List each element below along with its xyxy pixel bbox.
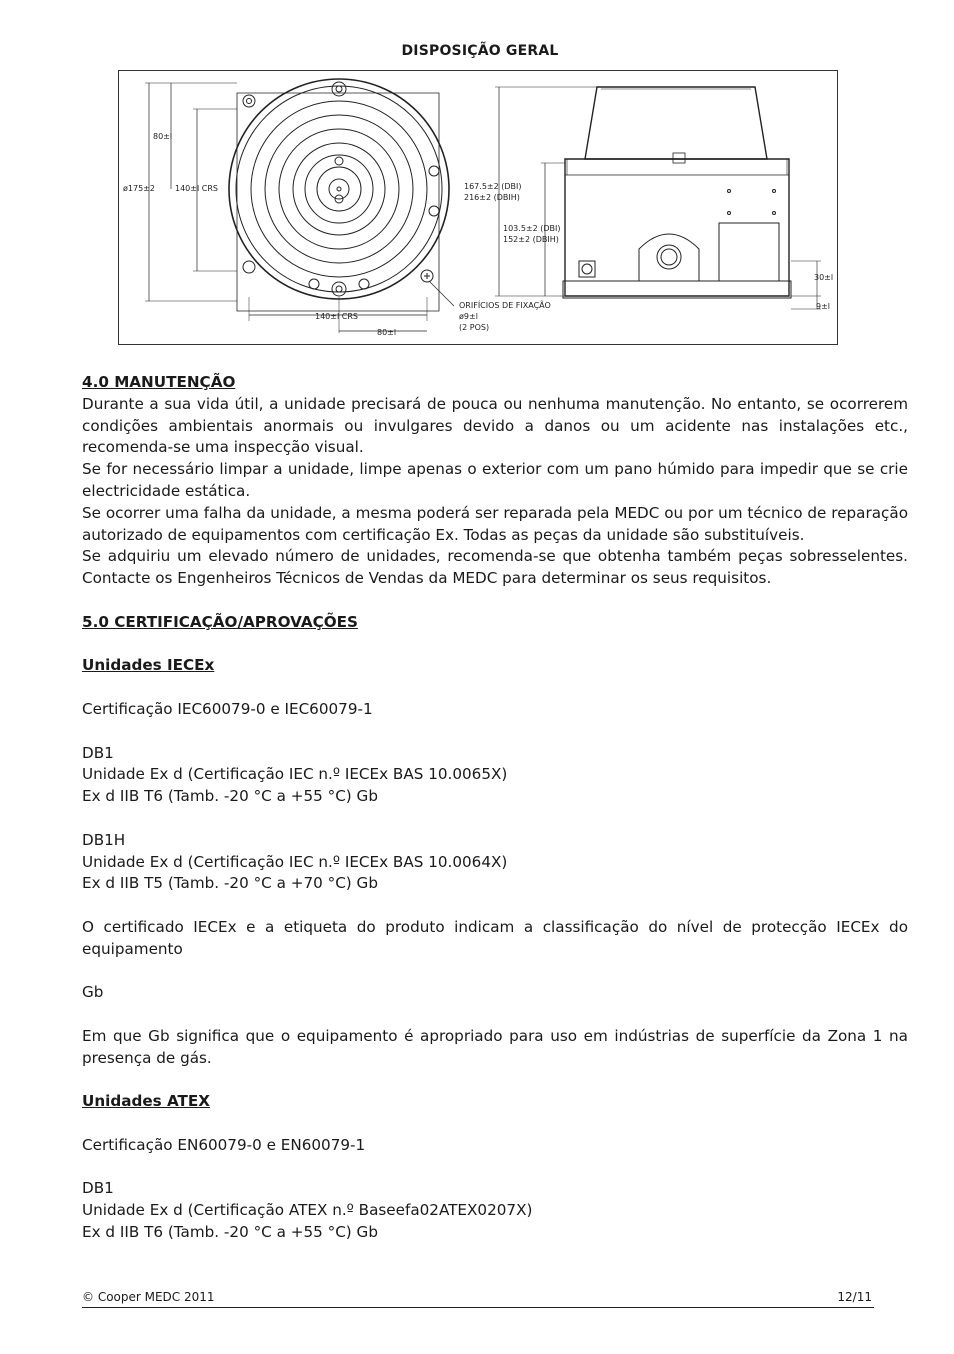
atex-db1-line-2: Ex d IIB T6 (Tamb. -20 °C a +55 °C) Gb	[82, 1223, 378, 1242]
iecex-note: O certificado IECEx e a etiqueta do produto indicam a classificação do nível de protecção IECEx do equipamento	[82, 917, 908, 958]
maintenance-paragraph-4: Se adquiriu um elevado número de unidades, recomenda-se que obtenha também peças sobresselentes. Contacte os Engenheiros Técnicos de Vendas da MEDC para determinar os seus requisitos.	[82, 547, 908, 588]
dim-label-crs-vertical: 140±l CRS	[175, 184, 218, 193]
technical-drawing-svg	[119, 71, 837, 344]
main-content	[82, 372, 908, 1244]
maintenance-paragraph-3: Se ocorrer uma falha da unidade, a mesma poderá ser reparada pela MEDC ou por um técnico de reparação autorizado de equipamentos com certificação Ex. Todas as peças da unidade são substituíveis.	[82, 503, 908, 544]
iecex-db1-name: DB1	[82, 743, 114, 762]
subsection-title-atex: Unidades ATEX	[82, 1092, 210, 1111]
dim-label-height-dbih: 216±2 (DBIH)	[464, 193, 520, 202]
footer-page-number: 12/11	[837, 1290, 872, 1304]
atex-db1-line-1: Unidade Ex d (Certificação ATEX n.º Baseefa02ATEX0207X)	[82, 1201, 533, 1220]
maintenance-paragraph-2: Se for necessário limpar a unidade, limpe apenas o exterior com um pano húmido para impedir que se crie electricidade estática.	[82, 460, 908, 500]
section-title-maintenance: 4.0 MANUTENÇÃO	[82, 373, 236, 391]
iecex-db1h-line-2: Ex d IIB T5 (Tamb. -20 °C a +70 °C) Gb	[82, 874, 378, 893]
iecex-db1-line-2: Ex d IIB T6 (Tamb. -20 °C a +55 °C) Gb	[82, 787, 378, 806]
iecex-db1h-name: DB1H	[82, 830, 126, 849]
iecex-db1h-line-1: Unidade Ex d (Certificação IEC n.º IECEx BAS 10.0064X)	[82, 852, 508, 871]
dim-label-right-9: 9±l	[816, 302, 831, 311]
footer-copyright: © Cooper MEDC 2011	[82, 1290, 215, 1304]
fixing-holes-positions: (2 POS)	[459, 323, 490, 332]
dim-label-mid-dbih: 152±2 (DBIH)	[503, 235, 559, 244]
iecex-cert-standard: Certificação IEC60079-0 e IEC60079-1	[82, 699, 373, 718]
dim-label-crs-horizontal: 140±l CRS	[315, 312, 358, 321]
dim-label-right-30: 30±l	[814, 273, 834, 282]
iecex-gb-meaning: Em que Gb significa que o equipamento é apropriado para uso em indústrias de superfície da Zona 1 na presença de gás.	[82, 1026, 908, 1067]
section-title-certification: 5.0 CERTIFICAÇÃO/APROVAÇÕES	[82, 612, 358, 631]
maintenance-paragraph-1: Durante a sua vida útil, a unidade precisará de pouca ou nenhuma manutenção. No entanto, se ocorrerem condições ambientais anormais ou invulgares devido a danos ou um acidente nas instalações etc., recomenda-se uma inspecção visual.	[82, 394, 908, 457]
footer-divider	[82, 1307, 874, 1308]
iecex-db1-line-1: Unidade Ex d (Certificação IEC n.º IECEx BAS 10.0065X)	[82, 765, 508, 784]
dim-label-mid-dbi: 103.5±2 (DBI)	[503, 224, 561, 233]
dim-label-bottom-80: 80±l	[377, 328, 397, 337]
iecex-gb: Gb	[82, 983, 104, 1002]
atex-cert-standard: Certificação EN60079-0 e EN60079-1	[82, 1135, 366, 1154]
dim-label-top-80: 80±l	[153, 132, 173, 141]
page-title: DISPOSIÇÃO GERAL	[401, 43, 559, 59]
general-arrangement-drawing	[118, 70, 838, 345]
subsection-title-iecex: Unidades IECEx	[82, 656, 215, 675]
fixing-holes-title: ORIFÍCIOS DE FIXAÇÃO	[459, 301, 551, 310]
atex-db1-name: DB1	[82, 1179, 114, 1198]
fixing-holes-diameter: ø9±l	[459, 312, 478, 321]
dim-label-diameter: ø175±2	[123, 184, 155, 193]
dim-label-height-dbi: 167.5±2 (DBI)	[464, 182, 522, 191]
